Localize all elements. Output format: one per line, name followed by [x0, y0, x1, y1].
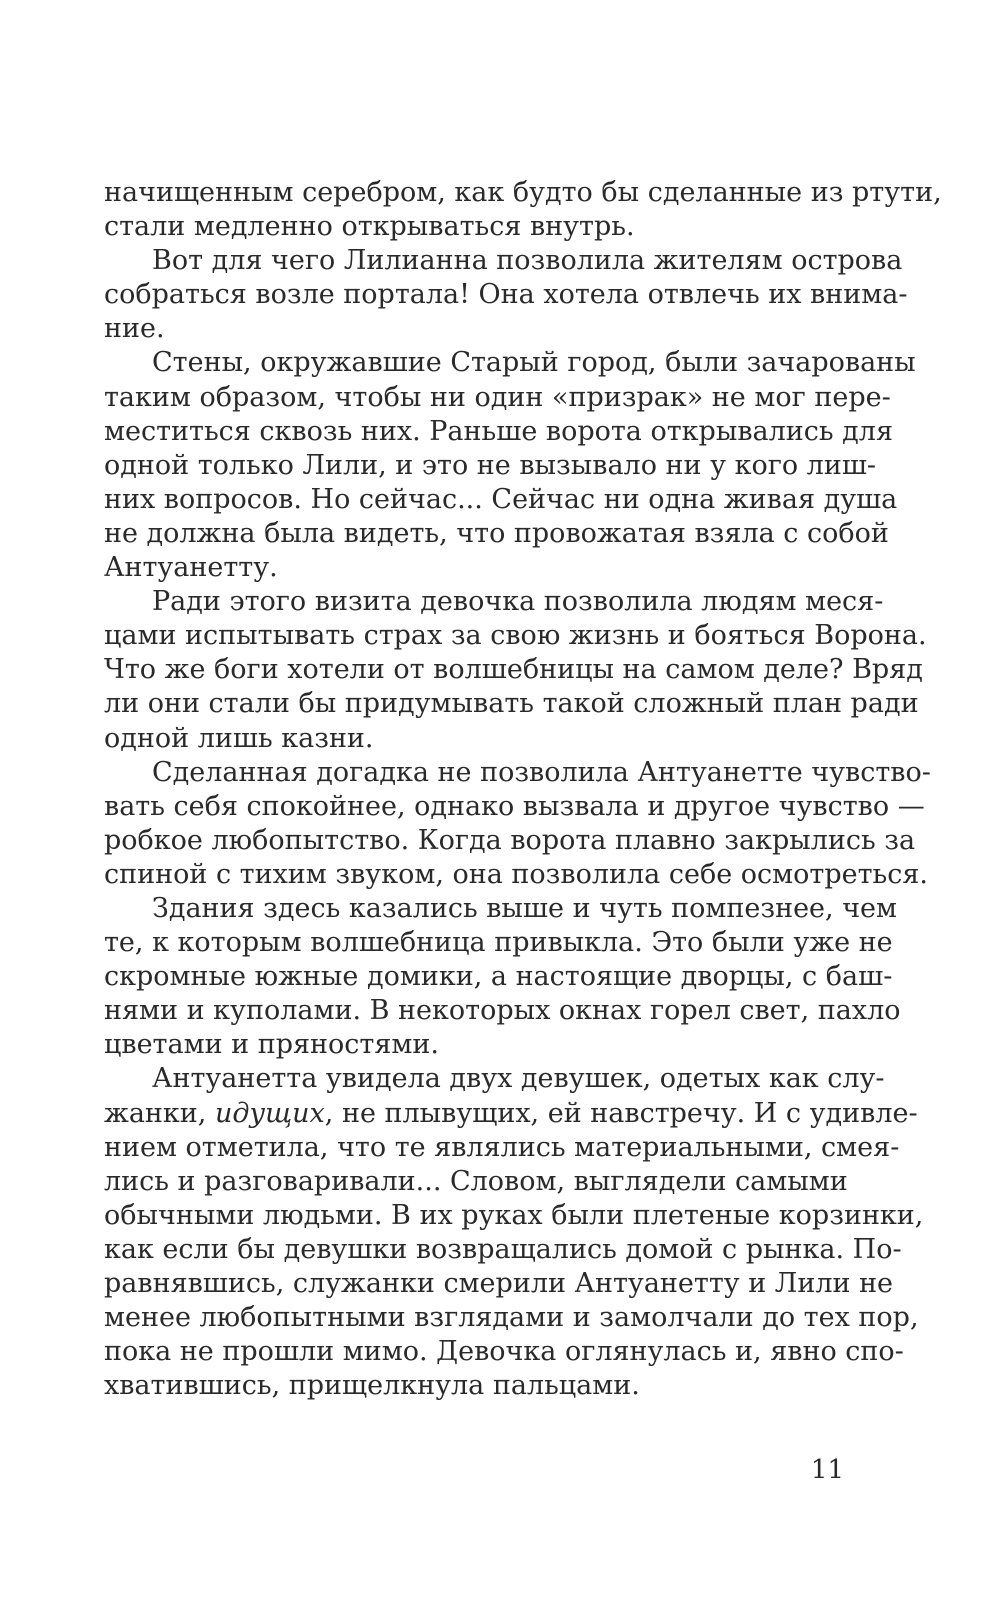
text-line: Здания здесь казались выше и чуть помпезнее, чем [152, 892, 898, 924]
text-line: как если бы девушки возвращались домой с рынка. По- [104, 1233, 902, 1265]
text-line: лись и разговаривали... Словом, выглядели самыми [104, 1165, 848, 1197]
text-line: нями и куполами. В некоторых окнах горел свет, пахло [104, 995, 901, 1027]
text-line: цветами и пряностями. [104, 1029, 439, 1061]
text-line: Сделанная догадка не позволила Антуанетте чувство- [152, 756, 931, 788]
body-text [104, 176, 942, 1403]
text-line: те, к которым волшебница привыкла. Это были уже не [104, 927, 893, 959]
text-line: скромные южные домики, а настоящие дворцы, с баш- [104, 961, 893, 993]
text-line: не должна была видеть, что провожатая взяла с собой [104, 517, 889, 549]
text-line: пока не прошли мимо. Девочка оглянулась и, явно спо- [104, 1336, 904, 1368]
paragraph [104, 244, 908, 346]
text-line [104, 1097, 918, 1131]
text-line: Что же боги хотели от волшебницы на самом деле? Вряд [104, 654, 923, 686]
text-line: Стены, окружавшие Старый город, были зачарованы [152, 347, 916, 379]
text-line: Вот для чего Лилианна позволила жителям острова [152, 245, 903, 277]
text-line: одной только Лили, и это не вызывало ни у кого лиш- [104, 449, 877, 481]
text-line: ли они стали бы придумывать такой сложный план ради [104, 688, 919, 720]
italic-word: идущих [214, 1097, 325, 1129]
text-line: Ради этого визита девочка позволила людям меся- [152, 586, 884, 618]
text-line: начищенным серебром, как будто бы сделанные из ртути, [104, 177, 942, 208]
text-fragment: , не плывущих, ей навстречу. И с удивле- [324, 1097, 918, 1129]
text-line: вать себя спокойнее, однако вызвала и другое чувство — [104, 790, 925, 822]
paragraph [104, 756, 931, 892]
paragraph [104, 892, 901, 1062]
text-fragment: жанки, [104, 1097, 215, 1129]
text-line: равнявшись, служанки смерили Антуанетту и Лили не [104, 1268, 894, 1299]
text-line: таким образом, чтобы ни один «призрак» не мог пере- [104, 381, 891, 413]
text-line: цами испытывать страх за свою жизнь и бояться Ворона. [104, 620, 927, 652]
page-number: 11 [810, 1455, 844, 1485]
text-line: одной лишь казни. [104, 722, 374, 754]
text-line: Антуанетту. [104, 552, 278, 584]
text-line: Антуанетта увидела двух девушек, одетых как слу- [152, 1063, 885, 1095]
paragraph [104, 346, 916, 585]
text-line: меститься сквозь них. Раньше ворота открывались для [104, 415, 893, 447]
text-line: ние. [104, 313, 165, 345]
text-line: собраться возле портала! Она хотела отвлечь их внима- [104, 279, 908, 311]
paragraph [104, 585, 927, 755]
text-line: хватившись, прищелкнула пальцами. [104, 1370, 640, 1402]
text-line: стали медленно открываться внутрь. [104, 211, 635, 243]
text-line: них вопросов. Но сейчас... Сейчас ни одна живая душа [104, 483, 898, 515]
paragraph [104, 176, 942, 244]
text-line: спиной с тихим звуком, она позволила себе осмотреться. [104, 858, 928, 890]
paragraph [104, 1062, 924, 1403]
text-line: робкое любопытство. Когда ворота плавно закрылись за [104, 824, 916, 856]
text-line: менее любопытными взглядами и замолчали до тех пор, [104, 1302, 919, 1334]
text-line: обычными людьми. В их руках были плетеные корзинки, [104, 1199, 924, 1231]
text-line: нием отметила, что те являлись материальными, смея- [104, 1131, 900, 1163]
